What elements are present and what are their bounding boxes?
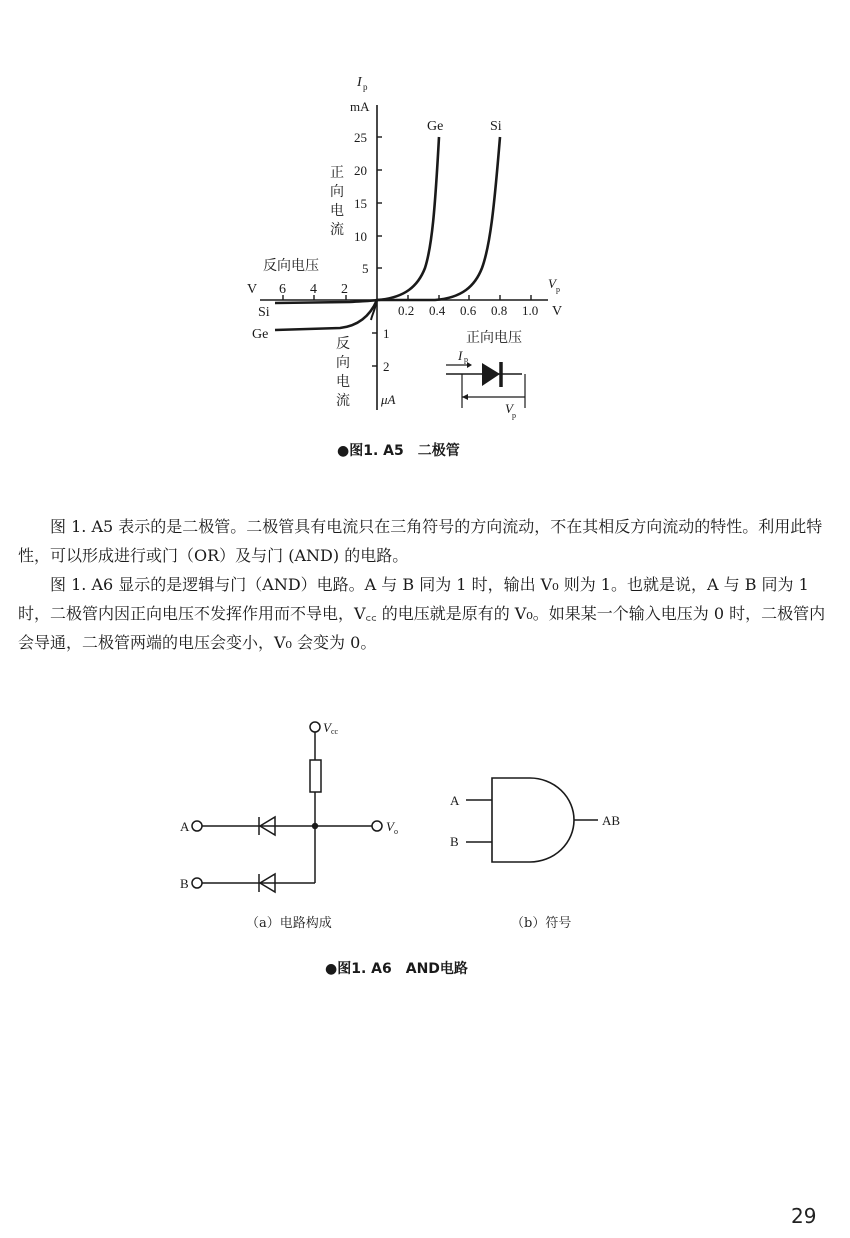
x-tick-label-negative: 2 xyxy=(341,282,348,297)
curve-label-si-reverse: Si xyxy=(258,305,270,320)
x-axis-label-positive: 正向电压 xyxy=(466,331,522,346)
subcaption-b: （b）符号 xyxy=(511,916,572,931)
gate-input-a-label: A xyxy=(450,793,460,808)
inset-current-symbol: I xyxy=(458,348,463,363)
y-axis-label-char: 电 xyxy=(330,204,344,219)
caption-text: 图1. A5 二极管 xyxy=(349,443,460,459)
x-tick-label: 1.0 xyxy=(522,303,539,318)
y-axis-label-negative-char: 流 xyxy=(336,394,350,409)
caption-text: 图1. A6 AND电路 xyxy=(337,961,468,977)
caption-bullet: ● xyxy=(337,443,350,459)
y-axis-label-char: 流 xyxy=(330,223,344,238)
y-axis-label-char: 向 xyxy=(330,185,344,200)
x-axis-unit: V xyxy=(552,304,563,319)
paragraph-2: 图 1. A6 显示的是逻辑与门（AND）电路。A 与 B 同为 1 时，输出 V₀ 则为 1。也就是说，A 与 B 同为 1 时，二极管内因正向电压不发挥作用而不导电，V꜀꜀ 的电压就是原有的 V₀。如果某一个输入电压为 0 时，二极管内会导通，二极管两端的电压会变小，V₀ 会变为 0。 xyxy=(18,575,826,652)
x-axis-symbol-sub: p xyxy=(556,285,560,294)
curve-label-ge-reverse: Ge xyxy=(252,327,269,342)
x-tick-label: 0.4 xyxy=(429,303,446,318)
gate-output-label: AB xyxy=(602,813,621,828)
caption-bullet: ● xyxy=(325,961,338,977)
x-axis-label-negative: 反向电压 xyxy=(263,259,319,274)
inset-current-sub: p xyxy=(464,355,468,364)
input-a-terminal xyxy=(192,821,202,831)
vcc-label: V xyxy=(323,720,331,735)
x-tick-label: 0.8 xyxy=(491,303,508,318)
vo-label: V xyxy=(386,819,394,834)
vcc-label-sub: cc xyxy=(331,727,339,736)
x-axis-unit-negative: V xyxy=(247,282,258,297)
paragraph-1: 图 1. A5 表示的是二极管。二极管具有电流只在三角符号的方向流动，不在其相反方向流动的特性。利用此特性，可以形成进行或门（OR）及与门 (AND) 的电路。 xyxy=(18,517,823,565)
resistor xyxy=(310,760,321,792)
x-tick-label: 0.6 xyxy=(460,303,477,318)
y-tick-label: 10 xyxy=(354,229,367,244)
x-tick-label-negative: 4 xyxy=(310,282,317,297)
y-tick-label: 15 xyxy=(354,196,367,211)
subcaption-a: （a）电路构成 xyxy=(246,916,332,931)
gate-input-b-label: B xyxy=(450,834,459,849)
y-axis-label-negative-char: 反 xyxy=(336,337,350,352)
input-b-terminal xyxy=(192,878,202,888)
y-axis-symbol: I xyxy=(357,75,362,90)
figure-a5-caption xyxy=(337,440,460,460)
y-tick-label-negative: 1 xyxy=(383,326,390,341)
diode-symbol-inset xyxy=(446,362,525,408)
y-tick-label: 20 xyxy=(354,163,367,178)
y-axis-label-negative-char: 电 xyxy=(336,375,350,390)
x-tick-label: 0.2 xyxy=(398,303,415,318)
x-axis-symbol: V xyxy=(548,276,556,291)
input-a-label: A xyxy=(180,819,190,834)
curve-label-ge: Ge xyxy=(427,119,444,134)
page-number: 29 xyxy=(791,1204,817,1228)
x-tick-label-negative: 6 xyxy=(279,282,286,297)
y-axis-unit: mA xyxy=(350,99,370,114)
y-tick-label: 5 xyxy=(362,261,369,276)
junction-dot xyxy=(312,823,318,829)
curve-label-si: Si xyxy=(490,119,502,134)
vo-terminal xyxy=(372,821,382,831)
y-axis-unit-negative: μA xyxy=(381,392,396,407)
and-circuit-diagram xyxy=(180,715,410,905)
and-gate-symbol xyxy=(445,770,635,870)
inset-voltage-sub: p xyxy=(512,411,516,420)
y-tick-label-negative: 2 xyxy=(383,359,390,374)
diode-characteristic-figure xyxy=(230,60,590,420)
y-tick-label: 25 xyxy=(354,130,367,145)
ge-forward-curve xyxy=(377,137,439,300)
y-axis-symbol-sub: p xyxy=(363,82,368,92)
input-b-label: B xyxy=(180,876,189,891)
vo-label-sub: o xyxy=(394,827,398,836)
y-axis-label-char: 正 xyxy=(330,166,344,181)
vcc-terminal xyxy=(310,722,320,732)
inset-voltage-symbol: V xyxy=(505,401,513,416)
ge-reverse-curve xyxy=(275,300,377,330)
figure-a6-caption xyxy=(325,958,468,978)
y-axis-label-negative-char: 向 xyxy=(336,356,350,371)
